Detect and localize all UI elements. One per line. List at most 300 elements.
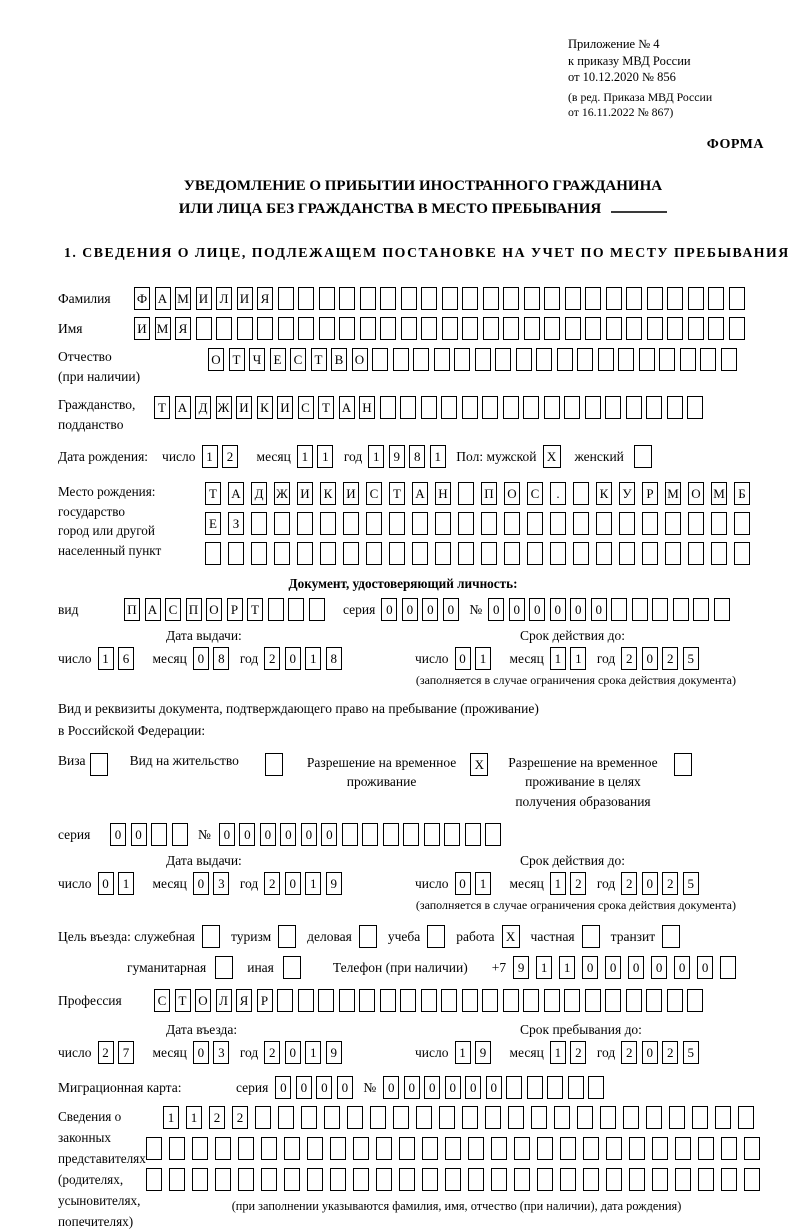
char-cell[interactable] — [360, 317, 376, 340]
char-cell[interactable] — [319, 287, 335, 310]
char-cell[interactable]: Я — [175, 317, 191, 340]
char-cell[interactable] — [215, 1168, 231, 1191]
char-cell[interactable]: 2 — [621, 872, 637, 895]
char-cell[interactable]: М — [175, 287, 191, 310]
purpose-private-checkbox[interactable] — [582, 925, 600, 948]
char-cell[interactable] — [708, 317, 724, 340]
char-cell[interactable]: 0 — [628, 956, 644, 979]
char-cell[interactable] — [611, 598, 627, 621]
char-cell[interactable] — [565, 287, 581, 310]
char-cell[interactable] — [434, 348, 450, 371]
char-cell[interactable]: У — [619, 482, 635, 505]
char-cell[interactable] — [416, 1106, 432, 1129]
char-cell[interactable] — [573, 542, 589, 565]
char-cell[interactable] — [714, 598, 730, 621]
char-cell[interactable]: 7 — [118, 1041, 134, 1064]
char-cell[interactable] — [729, 317, 745, 340]
char-cell[interactable] — [255, 1106, 271, 1129]
char-cell[interactable] — [687, 989, 703, 1012]
doc-series-cells[interactable] — [381, 598, 463, 621]
char-cell[interactable]: 0 — [316, 1076, 332, 1099]
char-cell[interactable] — [698, 1168, 714, 1191]
char-cell[interactable] — [626, 989, 642, 1012]
char-cell[interactable]: 0 — [488, 598, 504, 621]
char-cell[interactable] — [665, 512, 681, 535]
char-cell[interactable]: 2 — [621, 647, 637, 670]
char-cell[interactable] — [619, 512, 635, 535]
char-cell[interactable]: 2 — [570, 1041, 586, 1064]
char-cell[interactable] — [662, 925, 680, 948]
char-cell[interactable] — [491, 1137, 507, 1160]
char-cell[interactable]: С — [154, 989, 170, 1012]
char-cell[interactable] — [330, 1168, 346, 1191]
char-cell[interactable] — [573, 512, 589, 535]
char-cell[interactable]: Т — [205, 482, 221, 505]
char-cell[interactable] — [544, 989, 560, 1012]
char-cell[interactable] — [524, 287, 540, 310]
char-cell[interactable] — [172, 823, 188, 846]
char-cell[interactable] — [626, 287, 642, 310]
char-cell[interactable]: П — [186, 598, 202, 621]
char-cell[interactable] — [693, 598, 709, 621]
char-cell[interactable]: О — [504, 482, 520, 505]
char-cell[interactable] — [483, 287, 499, 310]
char-cell[interactable]: 0 — [337, 1076, 353, 1099]
char-cell[interactable] — [734, 512, 750, 535]
char-cell[interactable]: 0 — [402, 598, 418, 621]
char-cell[interactable]: 1 — [305, 872, 321, 895]
char-cell[interactable]: Т — [311, 348, 327, 371]
char-cell[interactable]: Т — [247, 598, 263, 621]
char-cell[interactable] — [583, 1168, 599, 1191]
char-cell[interactable] — [465, 823, 481, 846]
char-cell[interactable]: 2 — [264, 1041, 280, 1064]
char-cell[interactable] — [606, 317, 622, 340]
char-cell[interactable] — [399, 1137, 415, 1160]
permit-number-cells[interactable] — [219, 823, 506, 846]
char-cell[interactable]: 0 — [591, 598, 607, 621]
char-cell[interactable]: 0 — [424, 1076, 440, 1099]
id-valid-year-cells[interactable] — [621, 647, 703, 670]
purpose-business-checkbox[interactable] — [359, 925, 377, 948]
char-cell[interactable]: О — [688, 482, 704, 505]
char-cell[interactable]: 0 — [570, 598, 586, 621]
char-cell[interactable]: 0 — [110, 823, 126, 846]
char-cell[interactable]: П — [124, 598, 140, 621]
phone-cells[interactable] — [513, 956, 743, 979]
char-cell[interactable]: П — [481, 482, 497, 505]
char-cell[interactable] — [516, 348, 532, 371]
char-cell[interactable]: 1 — [559, 956, 575, 979]
char-cell[interactable] — [278, 317, 294, 340]
representatives-row2-cells[interactable] — [146, 1137, 767, 1160]
stay-day-cells[interactable] — [455, 1041, 496, 1064]
char-cell[interactable] — [629, 1168, 645, 1191]
char-cell[interactable] — [330, 1137, 346, 1160]
char-cell[interactable] — [687, 396, 703, 419]
char-cell[interactable]: Ф — [134, 287, 150, 310]
char-cell[interactable] — [444, 823, 460, 846]
char-cell[interactable]: С — [298, 396, 314, 419]
char-cell[interactable]: 1 — [317, 445, 333, 468]
id-valid-day-cells[interactable] — [455, 647, 496, 670]
id-issue-month-cells[interactable] — [193, 647, 234, 670]
purpose-transit-checkbox[interactable] — [662, 925, 680, 948]
char-cell[interactable]: О — [195, 989, 211, 1012]
char-cell[interactable] — [606, 1137, 622, 1160]
char-cell[interactable]: 0 — [193, 1041, 209, 1064]
birth-place-row3-cells[interactable] — [205, 542, 757, 565]
char-cell[interactable]: 0 — [239, 823, 255, 846]
char-cell[interactable] — [504, 542, 520, 565]
char-cell[interactable] — [462, 1106, 478, 1129]
char-cell[interactable] — [618, 348, 634, 371]
char-cell[interactable] — [422, 1137, 438, 1160]
temp-permit-checkbox[interactable] — [470, 753, 488, 776]
char-cell[interactable]: 9 — [475, 1041, 491, 1064]
char-cell[interactable] — [527, 512, 543, 535]
char-cell[interactable] — [343, 512, 359, 535]
char-cell[interactable]: Ж — [216, 396, 232, 419]
citizenship-cells[interactable] — [154, 396, 708, 419]
char-cell[interactable]: 1 — [98, 647, 114, 670]
char-cell[interactable] — [284, 1168, 300, 1191]
char-cell[interactable]: 9 — [513, 956, 529, 979]
char-cell[interactable]: X — [543, 445, 561, 468]
char-cell[interactable] — [605, 989, 621, 1012]
char-cell[interactable]: К — [320, 482, 336, 505]
char-cell[interactable]: 0 — [605, 956, 621, 979]
char-cell[interactable] — [462, 396, 478, 419]
char-cell[interactable] — [445, 1168, 461, 1191]
char-cell[interactable] — [652, 1137, 668, 1160]
char-cell[interactable]: 0 — [486, 1076, 502, 1099]
char-cell[interactable] — [421, 989, 437, 1012]
char-cell[interactable] — [370, 1106, 386, 1129]
char-cell[interactable] — [216, 317, 232, 340]
permit-issue-day-cells[interactable] — [98, 872, 139, 895]
char-cell[interactable] — [439, 1106, 455, 1129]
char-cell[interactable]: С — [290, 348, 306, 371]
temp-permit-edu-checkbox[interactable] — [674, 753, 692, 776]
char-cell[interactable] — [659, 348, 675, 371]
char-cell[interactable]: К — [596, 482, 612, 505]
char-cell[interactable] — [376, 1168, 392, 1191]
char-cell[interactable] — [196, 317, 212, 340]
char-cell[interactable] — [688, 542, 704, 565]
char-cell[interactable]: Л — [216, 989, 232, 1012]
char-cell[interactable] — [366, 542, 382, 565]
char-cell[interactable] — [283, 956, 301, 979]
char-cell[interactable]: И — [134, 317, 150, 340]
char-cell[interactable] — [639, 348, 655, 371]
char-cell[interactable] — [422, 1168, 438, 1191]
birth-day-cells[interactable] — [202, 445, 243, 468]
char-cell[interactable] — [309, 598, 325, 621]
char-cell[interactable] — [481, 542, 497, 565]
char-cell[interactable] — [389, 542, 405, 565]
birth-month-cells[interactable] — [297, 445, 338, 468]
char-cell[interactable] — [667, 989, 683, 1012]
char-cell[interactable] — [692, 1106, 708, 1129]
char-cell[interactable] — [421, 317, 437, 340]
char-cell[interactable]: С — [527, 482, 543, 505]
char-cell[interactable]: 2 — [621, 1041, 637, 1064]
char-cell[interactable] — [481, 512, 497, 535]
char-cell[interactable] — [277, 989, 293, 1012]
char-cell[interactable] — [544, 287, 560, 310]
char-cell[interactable]: 1 — [550, 872, 566, 895]
char-cell[interactable] — [675, 1137, 691, 1160]
char-cell[interactable]: 0 — [642, 1041, 658, 1064]
permit-valid-month-cells[interactable] — [550, 872, 591, 895]
char-cell[interactable] — [284, 1137, 300, 1160]
char-cell[interactable] — [629, 1137, 645, 1160]
char-cell[interactable]: X — [470, 753, 488, 776]
char-cell[interactable] — [257, 317, 273, 340]
char-cell[interactable] — [675, 1168, 691, 1191]
char-cell[interactable] — [462, 317, 478, 340]
char-cell[interactable] — [90, 753, 108, 776]
char-cell[interactable]: 0 — [260, 823, 276, 846]
char-cell[interactable] — [585, 317, 601, 340]
char-cell[interactable] — [238, 1168, 254, 1191]
representatives-row1-cells[interactable] — [163, 1106, 767, 1129]
char-cell[interactable]: 0 — [443, 598, 459, 621]
char-cell[interactable]: В — [331, 348, 347, 371]
char-cell[interactable] — [596, 542, 612, 565]
char-cell[interactable]: Т — [154, 396, 170, 419]
char-cell[interactable]: 0 — [296, 1076, 312, 1099]
char-cell[interactable] — [504, 512, 520, 535]
char-cell[interactable] — [202, 925, 220, 948]
char-cell[interactable]: 1 — [186, 1106, 202, 1129]
char-cell[interactable] — [588, 1076, 604, 1099]
char-cell[interactable] — [537, 1137, 553, 1160]
char-cell[interactable] — [582, 925, 600, 948]
char-cell[interactable]: 1 — [202, 445, 218, 468]
char-cell[interactable]: 0 — [455, 647, 471, 670]
patronymic-cells[interactable] — [208, 348, 741, 371]
char-cell[interactable] — [503, 396, 519, 419]
char-cell[interactable] — [508, 1106, 524, 1129]
char-cell[interactable]: Е — [270, 348, 286, 371]
char-cell[interactable] — [462, 989, 478, 1012]
char-cell[interactable] — [169, 1137, 185, 1160]
char-cell[interactable] — [169, 1168, 185, 1191]
char-cell[interactable] — [359, 989, 375, 1012]
char-cell[interactable] — [626, 317, 642, 340]
char-cell[interactable] — [421, 287, 437, 310]
char-cell[interactable] — [238, 1137, 254, 1160]
char-cell[interactable] — [673, 598, 689, 621]
char-cell[interactable] — [359, 925, 377, 948]
char-cell[interactable] — [320, 542, 336, 565]
char-cell[interactable]: М — [155, 317, 171, 340]
char-cell[interactable] — [215, 1137, 231, 1160]
char-cell[interactable]: 0 — [445, 1076, 461, 1099]
char-cell[interactable]: 1 — [118, 872, 134, 895]
char-cell[interactable] — [278, 287, 294, 310]
char-cell[interactable] — [320, 512, 336, 535]
char-cell[interactable]: Л — [216, 287, 232, 310]
char-cell[interactable] — [619, 542, 635, 565]
char-cell[interactable] — [537, 1168, 553, 1191]
char-cell[interactable] — [634, 445, 652, 468]
char-cell[interactable]: 1 — [305, 647, 321, 670]
char-cell[interactable] — [698, 1137, 714, 1160]
char-cell[interactable] — [298, 317, 314, 340]
char-cell[interactable] — [261, 1137, 277, 1160]
char-cell[interactable]: 2 — [222, 445, 238, 468]
char-cell[interactable] — [412, 542, 428, 565]
char-cell[interactable] — [383, 823, 399, 846]
char-cell[interactable] — [646, 1106, 662, 1129]
char-cell[interactable]: 8 — [409, 445, 425, 468]
char-cell[interactable] — [550, 542, 566, 565]
char-cell[interactable] — [711, 512, 727, 535]
representatives-row3-cells[interactable] — [146, 1168, 767, 1191]
char-cell[interactable] — [495, 348, 511, 371]
char-cell[interactable]: 0 — [321, 823, 337, 846]
char-cell[interactable] — [688, 287, 704, 310]
char-cell[interactable] — [441, 396, 457, 419]
char-cell[interactable] — [265, 753, 283, 776]
char-cell[interactable]: 0 — [285, 872, 301, 895]
char-cell[interactable]: З — [228, 512, 244, 535]
char-cell[interactable] — [647, 287, 663, 310]
char-cell[interactable]: 0 — [509, 598, 525, 621]
char-cell[interactable]: 6 — [118, 647, 134, 670]
char-cell[interactable]: 0 — [280, 823, 296, 846]
char-cell[interactable] — [626, 396, 642, 419]
char-cell[interactable] — [380, 317, 396, 340]
char-cell[interactable] — [353, 1137, 369, 1160]
gender-female-checkbox[interactable] — [634, 445, 652, 468]
char-cell[interactable] — [721, 1137, 737, 1160]
char-cell[interactable] — [297, 542, 313, 565]
char-cell[interactable]: О — [208, 348, 224, 371]
char-cell[interactable] — [577, 1106, 593, 1129]
char-cell[interactable] — [403, 823, 419, 846]
char-cell[interactable] — [324, 1106, 340, 1129]
char-cell[interactable] — [708, 287, 724, 310]
char-cell[interactable] — [442, 287, 458, 310]
char-cell[interactable]: А — [145, 598, 161, 621]
char-cell[interactable] — [278, 925, 296, 948]
char-cell[interactable] — [606, 1168, 622, 1191]
char-cell[interactable] — [485, 1106, 501, 1129]
char-cell[interactable]: Д — [251, 482, 267, 505]
char-cell[interactable]: Д — [195, 396, 211, 419]
char-cell[interactable] — [307, 1137, 323, 1160]
char-cell[interactable]: 1 — [536, 956, 552, 979]
char-cell[interactable] — [585, 396, 601, 419]
char-cell[interactable] — [568, 1076, 584, 1099]
char-cell[interactable] — [462, 287, 478, 310]
char-cell[interactable] — [642, 542, 658, 565]
visa-checkbox[interactable] — [90, 753, 108, 776]
entry-day-cells[interactable] — [98, 1041, 139, 1064]
char-cell[interactable] — [491, 1168, 507, 1191]
char-cell[interactable] — [711, 542, 727, 565]
char-cell[interactable]: 0 — [381, 598, 397, 621]
char-cell[interactable] — [215, 956, 233, 979]
surname-cells[interactable] — [134, 287, 749, 310]
char-cell[interactable] — [393, 348, 409, 371]
char-cell[interactable]: 0 — [455, 872, 471, 895]
char-cell[interactable] — [715, 1106, 731, 1129]
char-cell[interactable] — [421, 396, 437, 419]
profession-cells[interactable] — [154, 989, 708, 1012]
char-cell[interactable] — [482, 989, 498, 1012]
stay-year-cells[interactable] — [621, 1041, 703, 1064]
char-cell[interactable]: 0 — [285, 1041, 301, 1064]
char-cell[interactable] — [380, 396, 396, 419]
char-cell[interactable]: 0 — [697, 956, 713, 979]
char-cell[interactable] — [721, 1168, 737, 1191]
char-cell[interactable]: О — [206, 598, 222, 621]
char-cell[interactable] — [192, 1168, 208, 1191]
char-cell[interactable] — [442, 317, 458, 340]
char-cell[interactable]: Е — [205, 512, 221, 535]
char-cell[interactable]: 0 — [285, 647, 301, 670]
char-cell[interactable]: 1 — [550, 1041, 566, 1064]
char-cell[interactable]: 3 — [213, 872, 229, 895]
permit-valid-day-cells[interactable] — [455, 872, 496, 895]
char-cell[interactable]: 1 — [570, 647, 586, 670]
char-cell[interactable] — [288, 598, 304, 621]
char-cell[interactable]: Т — [229, 348, 245, 371]
char-cell[interactable] — [652, 598, 668, 621]
char-cell[interactable]: 2 — [662, 647, 678, 670]
char-cell[interactable] — [554, 1106, 570, 1129]
char-cell[interactable] — [435, 542, 451, 565]
char-cell[interactable]: 8 — [326, 647, 342, 670]
char-cell[interactable]: 9 — [326, 872, 342, 895]
char-cell[interactable] — [527, 1076, 543, 1099]
char-cell[interactable]: 1 — [475, 647, 491, 670]
char-cell[interactable] — [688, 512, 704, 535]
char-cell[interactable] — [151, 823, 167, 846]
char-cell[interactable]: 0 — [550, 598, 566, 621]
char-cell[interactable] — [380, 287, 396, 310]
entry-month-cells[interactable] — [193, 1041, 234, 1064]
char-cell[interactable]: Ж — [274, 482, 290, 505]
char-cell[interactable]: 1 — [550, 647, 566, 670]
char-cell[interactable]: 0 — [582, 956, 598, 979]
char-cell[interactable] — [251, 512, 267, 535]
permit-issue-month-cells[interactable] — [193, 872, 234, 895]
permit-issue-year-cells[interactable] — [264, 872, 346, 895]
char-cell[interactable] — [485, 823, 501, 846]
doc-type-cells[interactable] — [124, 598, 329, 621]
char-cell[interactable] — [547, 1076, 563, 1099]
char-cell[interactable] — [565, 317, 581, 340]
char-cell[interactable]: 1 — [297, 445, 313, 468]
char-cell[interactable]: 0 — [642, 872, 658, 895]
char-cell[interactable] — [503, 317, 519, 340]
char-cell[interactable]: 1 — [475, 872, 491, 895]
char-cell[interactable] — [297, 512, 313, 535]
purpose-official-checkbox[interactable] — [202, 925, 220, 948]
char-cell[interactable]: 2 — [570, 872, 586, 895]
char-cell[interactable]: Ч — [249, 348, 265, 371]
char-cell[interactable] — [550, 512, 566, 535]
char-cell[interactable] — [342, 823, 358, 846]
char-cell[interactable]: 1 — [305, 1041, 321, 1064]
char-cell[interactable] — [278, 1106, 294, 1129]
